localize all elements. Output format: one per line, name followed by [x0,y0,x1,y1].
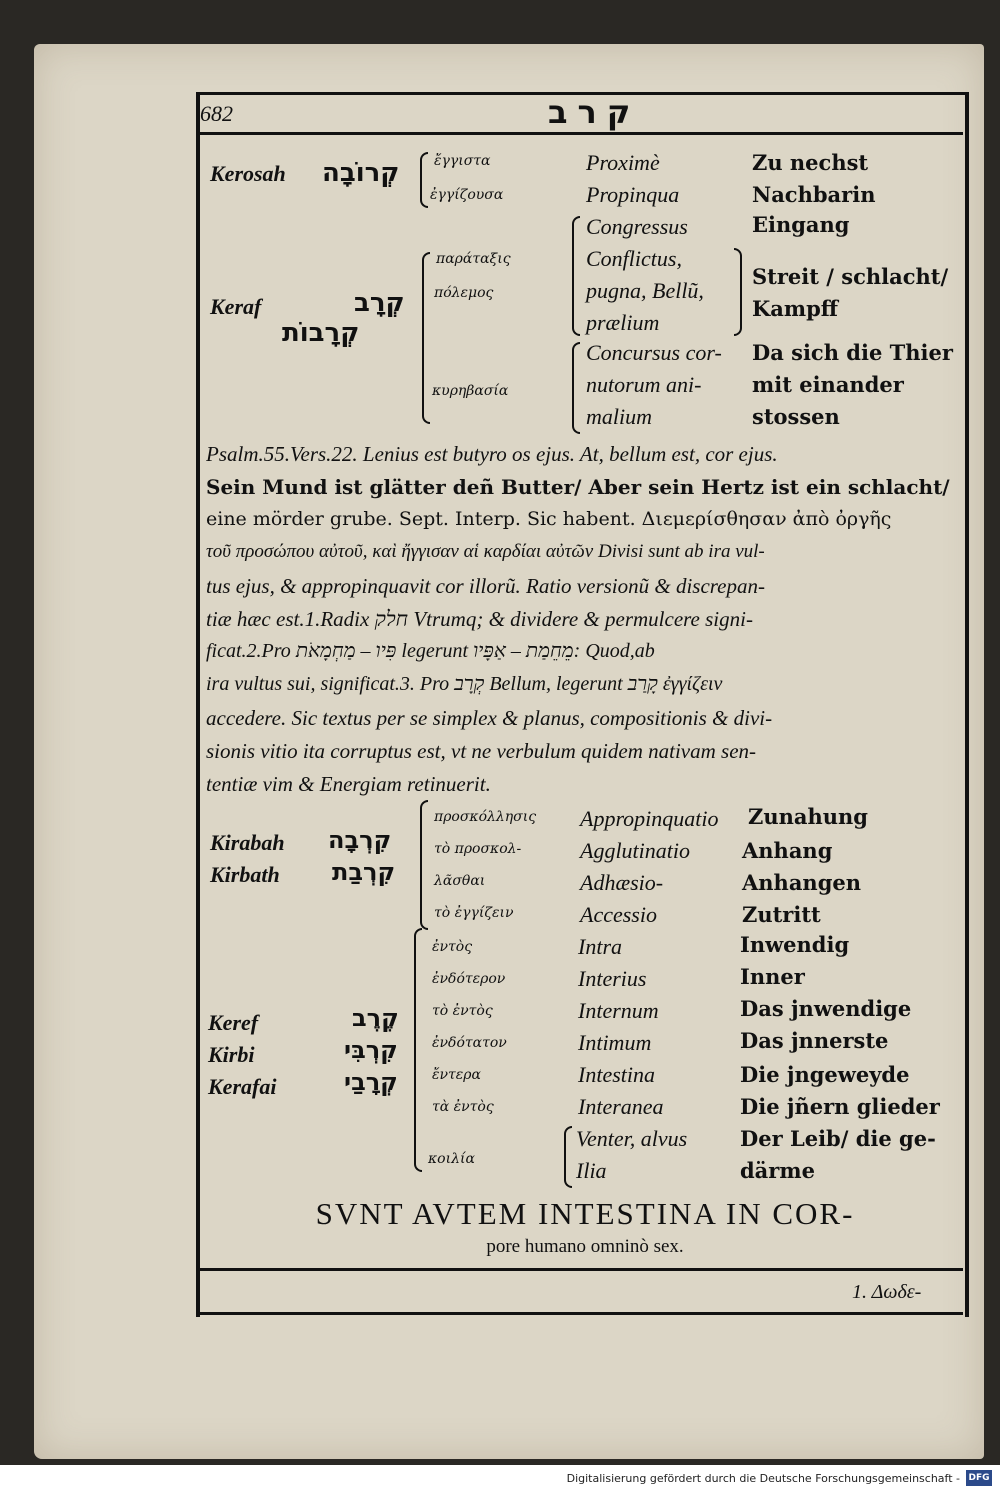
greek-term: τὸ ἐγγίζειν [434,905,514,921]
german-term: Die jñern glieder [740,1094,940,1119]
footer-rule [198,1312,963,1315]
latin-term: Intestina [578,1062,655,1087]
latin-term: nutorum ani- [586,372,702,397]
paragraph-line: tiæ hæc est.1.Radix חלק Vtrumq; & dividere & permulcere signi- [206,607,753,631]
latin-term: Appropinquatio [580,806,719,831]
greek-term: τὰ ἐντὸς [432,1099,494,1115]
paragraph-line: Psalm.55.Vers.22. Lenius est butyro os ejus. At, bellum est, cor ejus. [206,442,778,466]
paragraph-line: ficat.2.Pro פִּיו – מַחְמָאֹת legerunt מֵחֵמַת – אַפָּיו: Quod,ab [206,640,655,662]
latin-term: Interanea [578,1094,664,1119]
german-term: Inwendig [740,932,850,957]
latin-term: Concursus cor- [586,340,722,365]
latin-term: Agglutinatio [580,838,690,863]
hebrew-keref: קֶרֶב [352,1004,399,1032]
greek-term: ἔγγιστα [434,153,491,169]
german-term: Anhang [742,838,833,863]
hebrew-keraf-plural: קְרָבוֹת [282,318,360,348]
greek-term: προσκόλλησις [434,809,537,825]
brace [414,928,422,1172]
brace [422,252,430,424]
latin-term: Interius [578,966,647,991]
section-subheading: pore humano omninò sex. [486,1236,684,1257]
german-term: Zu nechst [752,150,869,175]
latin-term: Adhæsio- [580,870,664,895]
latin-term: Congressus [586,214,688,239]
german-term: Zunahung [748,804,868,829]
hebrew-kirbi: קִרְבִּי [344,1036,398,1064]
catchword: 1. Δωδε- [852,1281,922,1303]
german-term: Streit / schlacht/ [752,264,949,289]
german-term: Das jnwendige [740,996,912,1021]
latin-term: Proximè [586,150,660,175]
hebrew-kirbath: קִרְבַת [332,858,396,886]
latin-term: malium [586,404,652,429]
paragraph-line: ira vultus sui, significat.3. Pro קְרָב Bellum, legerunt קָרַב ἐγγίζειν [206,673,723,695]
greek-term: πόλεμος [434,285,494,301]
greek-term: ἐντὸς [432,939,473,955]
latin-term: Venter, alvus [576,1126,688,1151]
paragraph-line: tus ejus, & appropinquavit cor illorũ. Ratio versionũ & discrepan- [206,574,765,598]
page-number: 682 [200,101,233,126]
header-rule [198,132,963,135]
hebrew-kerafai: קְרָבַי [344,1068,398,1096]
latin-term: Accessio [580,902,657,927]
paragraph-line: sionis vitio ita corruptus est, vt ne verbulum quidem nativam sen- [206,739,757,763]
hebrew-keraf: קְרָב [354,288,405,318]
translit-kirbath: Kirbath [210,862,280,887]
latin-term: Intra [578,934,622,959]
paragraph-line: eine mörder grube. Sept. Interp. Sic habent. Διεμερίσθησαν ἀπὸ ὀργῆς [206,508,892,530]
german-term: Die jngeweyde [740,1062,910,1087]
german-term: därme [740,1158,815,1183]
greek-term: τὸ ἐντὸς [432,1003,493,1019]
footer-credit: Digitalisierung gefördert durch die Deutsche Forschungsgemeinschaft - [566,1472,960,1485]
brace [572,216,580,336]
greek-term: παράταξις [436,251,511,267]
brace [564,1126,572,1188]
hebrew-kirabah: קִרְבָה [328,826,392,854]
latin-term: Conflictus, [586,246,682,271]
paragraph-line: accedere. Sic textus per se simplex & planus, compositionis & divi- [206,706,773,730]
brace [734,248,742,336]
greek-term: ἐγγίζουσα [430,187,504,203]
greek-term: ἐνδότερον [432,971,506,987]
brace [420,800,428,930]
dfg-logo: DFG [966,1470,992,1486]
german-term: Inner [740,964,805,989]
german-term: Da sich die Thier [752,340,953,365]
german-term: Das jnnerste [740,1028,889,1053]
paragraph-line: tentiæ vim & Energiam retinuerit. [206,772,491,796]
german-term: stossen [752,404,840,429]
translit-keref: Keref [208,1010,259,1035]
paragraph-line: Sein Mund ist glätter deñ Butter/ Aber sein Hertz ist ein schlacht/ [206,475,950,499]
section-heading: SVNT AVTEM INTESTINA IN COR- [315,1196,855,1231]
translit-kerosah: Kerosah [210,161,286,186]
latin-term: Ilia [576,1158,607,1183]
brace [572,342,580,434]
german-term: Anhangen [742,870,862,895]
greek-term: ἔντερα [432,1067,481,1083]
latin-term: Propinqua [586,182,680,207]
german-term: Zutritt [742,902,821,927]
latin-term: pugna, Bellũ, [586,278,704,303]
german-term: Der Leib/ die ge- [740,1126,936,1151]
translit-keraf: Keraf [210,294,262,319]
german-term: Eingang [752,212,850,237]
commentary-paragraph [206,442,958,805]
latin-term: Intimum [578,1030,652,1055]
translit-kirbi: Kirbi [208,1042,255,1067]
greek-term: ἐνδότατον [432,1035,507,1051]
german-term: Kampff [752,296,838,321]
latin-term: prælium [586,310,660,335]
bottom-rule [198,1268,963,1271]
greek-term: λᾶσθαι [434,873,486,889]
german-term: Nachbarin [752,182,876,207]
translit-kirabah: Kirabah [210,830,285,855]
latin-term: Internum [578,998,659,1023]
german-term: mit einander [752,372,904,397]
page-header-hebrew: קרב [548,93,641,131]
greek-term: τὸ προσκολ- [434,841,522,857]
hebrew-kerosah: קְרוֹבָה [322,158,400,188]
greek-term: κοιλία [428,1151,475,1167]
translit-kerafai: Kerafai [208,1074,277,1099]
greek-term: κυρηβασία [432,383,509,399]
paragraph-line: τοῦ προσώπου αὐτοῦ, καὶ ἤγγισαν αἱ καρδίαι αὐτῶν Divisi sunt ab ira vul- [206,541,765,562]
brace [420,152,428,208]
